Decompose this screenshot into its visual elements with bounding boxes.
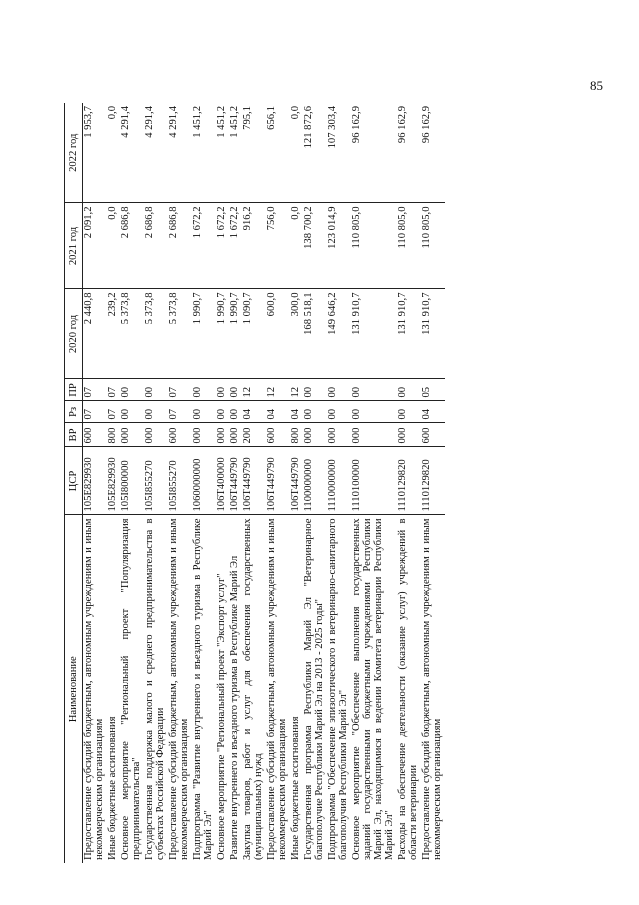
cell-2022: 1 451,2: [216, 106, 227, 138]
cell-2021: 1 672,2: [216, 203, 229, 289]
cell-name: Предоставление субсидий бюджетным, автономным учреждениям и иным некоммерческим организациям: [421, 515, 445, 863]
header-csr: ЦСР: [65, 447, 83, 515]
cell-2022: 1 451,2: [229, 106, 240, 138]
cell-name: Государственная поддержка малого и среднего предпринимательства в субъектах Российской Федерации: [144, 515, 168, 863]
table-body: [83, 103, 446, 863]
cell-rz: 04: [266, 401, 290, 423]
cell-2021: 1 672,2: [229, 203, 242, 289]
cell-2022: 656,1: [266, 106, 277, 130]
cell-vr: 000: [397, 423, 421, 447]
header-pr: ПР: [65, 379, 83, 401]
cell-pr: 00: [327, 379, 351, 401]
table-row: [168, 103, 192, 863]
cell-vr: 000: [303, 423, 327, 447]
cell-2022: 107 303,4: [327, 106, 338, 149]
table-header-row: [65, 103, 83, 863]
cell-csr: 1110129820: [397, 447, 421, 515]
cell-pr: 12: [266, 379, 290, 401]
cell-2020: 1 990,7: [216, 289, 229, 379]
cell-rz: 00: [327, 401, 351, 423]
header-vr: ВР: [65, 423, 83, 447]
cell-2021: 2 686,8: [168, 203, 192, 289]
cell-name: Расходы на обеспечение деятельности (оказание услуг) учреждений в области ветеринарии: [397, 515, 421, 863]
cell-2020: 5 373,8: [144, 289, 168, 379]
cell-name: Основное мероприятие "Региональный проект "Экспорт услуг": [216, 515, 229, 863]
cell-2021: 916,2: [242, 203, 266, 289]
cell-2020: 131 910,7: [351, 289, 397, 379]
cell-csr: 105E829930: [107, 447, 120, 515]
cell-csr: 105E829930: [83, 447, 108, 515]
cell-rz: 00: [216, 401, 229, 423]
cell-2022: 1 451,2: [192, 106, 203, 138]
cell-csr: 1110000000: [327, 447, 351, 515]
page-number: 85: [590, 78, 603, 93]
cell-name: Государственная программа Республики Марий Эл "Ветеринарное благополучие Республики Марий Эл на 2013 - 2025 годы": [303, 515, 327, 863]
cell-2020: 300,0: [290, 289, 303, 379]
cell-2020: 168 518,1: [303, 289, 327, 379]
cell-pr: 12: [242, 379, 266, 401]
cell-2022: 4 291,4: [144, 106, 155, 138]
cell-2020: 2 440,8: [83, 289, 108, 379]
cell-vr: 000: [120, 423, 144, 447]
cell-2021: 1 672,2: [192, 203, 216, 289]
table-row: [107, 103, 120, 863]
cell-pr: 07: [83, 379, 108, 401]
cell-2022: 121 872,6: [303, 106, 314, 149]
cell-name: Предоставление субсидий бюджетным, автономным учреждениям и иным некоммерческим организациям: [266, 515, 290, 863]
table-row: [266, 103, 290, 863]
cell-2021: 0,0: [107, 203, 120, 289]
table-row: [144, 103, 168, 863]
cell-name: Предоставление субсидий бюджетным, автономным учреждениям и иным некоммерческим организациям: [83, 515, 108, 863]
cell-2020: 149 646,2: [327, 289, 351, 379]
table-row: [192, 103, 216, 863]
cell-2020: 131 910,7: [397, 289, 421, 379]
cell-pr: 00: [229, 379, 242, 401]
cell-pr: 00: [351, 379, 397, 401]
cell-pr: 00: [192, 379, 216, 401]
cell-name: Закупка товаров, работ и услуг для обеспечения государственных (муниципальных) нужд: [242, 515, 266, 863]
cell-rz: 00: [351, 401, 397, 423]
cell-2021: 110 805,0: [421, 203, 445, 289]
cell-rz: 07: [107, 401, 120, 423]
header-rz: Рз: [65, 401, 83, 423]
cell-vr: 000: [327, 423, 351, 447]
cell-rz: 04: [290, 401, 303, 423]
cell-vr: 600: [421, 423, 445, 447]
cell-vr: 000: [229, 423, 242, 447]
cell-2020: 239,2: [107, 289, 120, 379]
cell-2022: 795,1: [242, 106, 253, 130]
cell-2022: 96 162,9: [351, 106, 362, 144]
table-row: [327, 103, 351, 863]
cell-rz: 07: [168, 401, 192, 423]
header-2021: 2021 год: [65, 203, 83, 289]
cell-csr: 105I800000: [120, 447, 144, 515]
cell-pr: 00: [216, 379, 229, 401]
table-row: [351, 103, 397, 863]
cell-rz: 00: [192, 401, 216, 423]
cell-vr: 600: [266, 423, 290, 447]
cell-pr: 07: [168, 379, 192, 401]
table-row: [397, 103, 421, 863]
cell-csr: 106T449790: [229, 447, 242, 515]
cell-2021: 0,0: [290, 203, 303, 289]
cell-csr: 106T449790: [290, 447, 303, 515]
cell-rz: 00: [144, 401, 168, 423]
cell-csr: 106T400000: [216, 447, 229, 515]
cell-name: Иные бюджетные ассигнования: [290, 515, 303, 863]
cell-vr: 800: [290, 423, 303, 447]
table-row: [83, 103, 108, 863]
cell-name: Иные бюджетные ассигнования: [107, 515, 120, 863]
cell-rz: 00: [397, 401, 421, 423]
cell-vr: 000: [144, 423, 168, 447]
cell-2021: 756,0: [266, 203, 290, 289]
cell-2022: 96 162,9: [421, 106, 432, 144]
cell-csr: 106T449790: [242, 447, 266, 515]
cell-vr: 600: [168, 423, 192, 447]
table-row: [242, 103, 266, 863]
cell-pr: 00: [397, 379, 421, 401]
cell-2022: 0,0: [107, 106, 118, 120]
cell-rz: 07: [83, 401, 108, 423]
cell-csr: 1110100000: [351, 447, 397, 515]
cell-pr: 12: [290, 379, 303, 401]
cell-rz: 00: [229, 401, 242, 423]
cell-name: Основное мероприятие "Обеспечение выполнения государственных заданий государственными бюджетными учреждениями Республики Марий Эл, находящимися в ведении Комитета ветеринарии Республики Марий Эл": [351, 515, 397, 863]
header-2020: 2020 год: [65, 289, 83, 379]
cell-csr: 1060000000: [192, 447, 216, 515]
cell-vr: 000: [216, 423, 229, 447]
cell-csr: 1100000000: [303, 447, 327, 515]
cell-pr: 00: [144, 379, 168, 401]
cell-rz: 00: [120, 401, 144, 423]
cell-2021: 2 686,8: [144, 203, 168, 289]
cell-name: Развитие внутреннего и въездного туризма в Республике Марий Эл: [229, 515, 242, 863]
table-row: [216, 103, 229, 863]
table-row: [421, 103, 445, 863]
header-name: Наименование: [65, 515, 83, 863]
cell-2020: 5 373,8: [168, 289, 192, 379]
cell-2022: 4 291,4: [120, 106, 131, 138]
cell-vr: 000: [192, 423, 216, 447]
cell-2022: 4 291,4: [168, 106, 179, 138]
cell-pr: 00: [303, 379, 327, 401]
cell-rz: 04: [421, 401, 445, 423]
cell-pr: 07: [107, 379, 120, 401]
budget-table: [64, 103, 445, 863]
cell-vr: 000: [351, 423, 397, 447]
cell-2021: 2 091,2: [83, 203, 108, 289]
cell-rz: 00: [303, 401, 327, 423]
table-row: [120, 103, 144, 863]
cell-csr: 105I855270: [144, 447, 168, 515]
header-2022: 2022 год: [65, 103, 83, 203]
cell-vr: 600: [83, 423, 108, 447]
cell-2020: 1 090,7: [242, 289, 266, 379]
table-row: [303, 103, 327, 863]
cell-name: Подпрограмма "Обеспечение эпизоотического и ветеринарно-санитарного благополучия Республики Марий Эл": [327, 515, 351, 863]
cell-name: Подпрограмма "Развитие внутреннего и въездного туризма в Республике Марий Эл": [192, 515, 216, 863]
cell-2021: 123 014,9: [327, 203, 351, 289]
cell-2022: 1 953,7: [83, 106, 94, 138]
cell-2020: 600,0: [266, 289, 290, 379]
cell-csr: 1110129820: [421, 447, 445, 515]
cell-2022: 0,0: [290, 106, 301, 120]
cell-2020: 1 990,7: [229, 289, 242, 379]
cell-csr: 105I855270: [168, 447, 192, 515]
cell-csr: 106T449790: [266, 447, 290, 515]
cell-name: Основное мероприятие "Региональный проект "Популяризация предпринимательства": [120, 515, 144, 863]
table-row: [229, 103, 242, 863]
cell-2021: 138 700,2: [303, 203, 327, 289]
cell-2022: 96 162,9: [397, 106, 408, 144]
cell-2021: 2 686,8: [120, 203, 144, 289]
cell-2020: 131 910,7: [421, 289, 445, 379]
cell-name: Предоставление субсидий бюджетным, автономным учреждениям и иным некоммерческим организациям: [168, 515, 192, 863]
cell-2020: 1 990,7: [192, 289, 216, 379]
cell-rz: 04: [242, 401, 266, 423]
cell-vr: 800: [107, 423, 120, 447]
cell-pr: 05: [421, 379, 445, 401]
cell-2020: 5 373,8: [120, 289, 144, 379]
cell-2021: 110 805,0: [351, 203, 397, 289]
cell-pr: 00: [120, 379, 144, 401]
cell-vr: 200: [242, 423, 266, 447]
cell-2021: 110 805,0: [397, 203, 421, 289]
table-row: [290, 103, 303, 863]
rotated-table-container: [64, 103, 624, 863]
